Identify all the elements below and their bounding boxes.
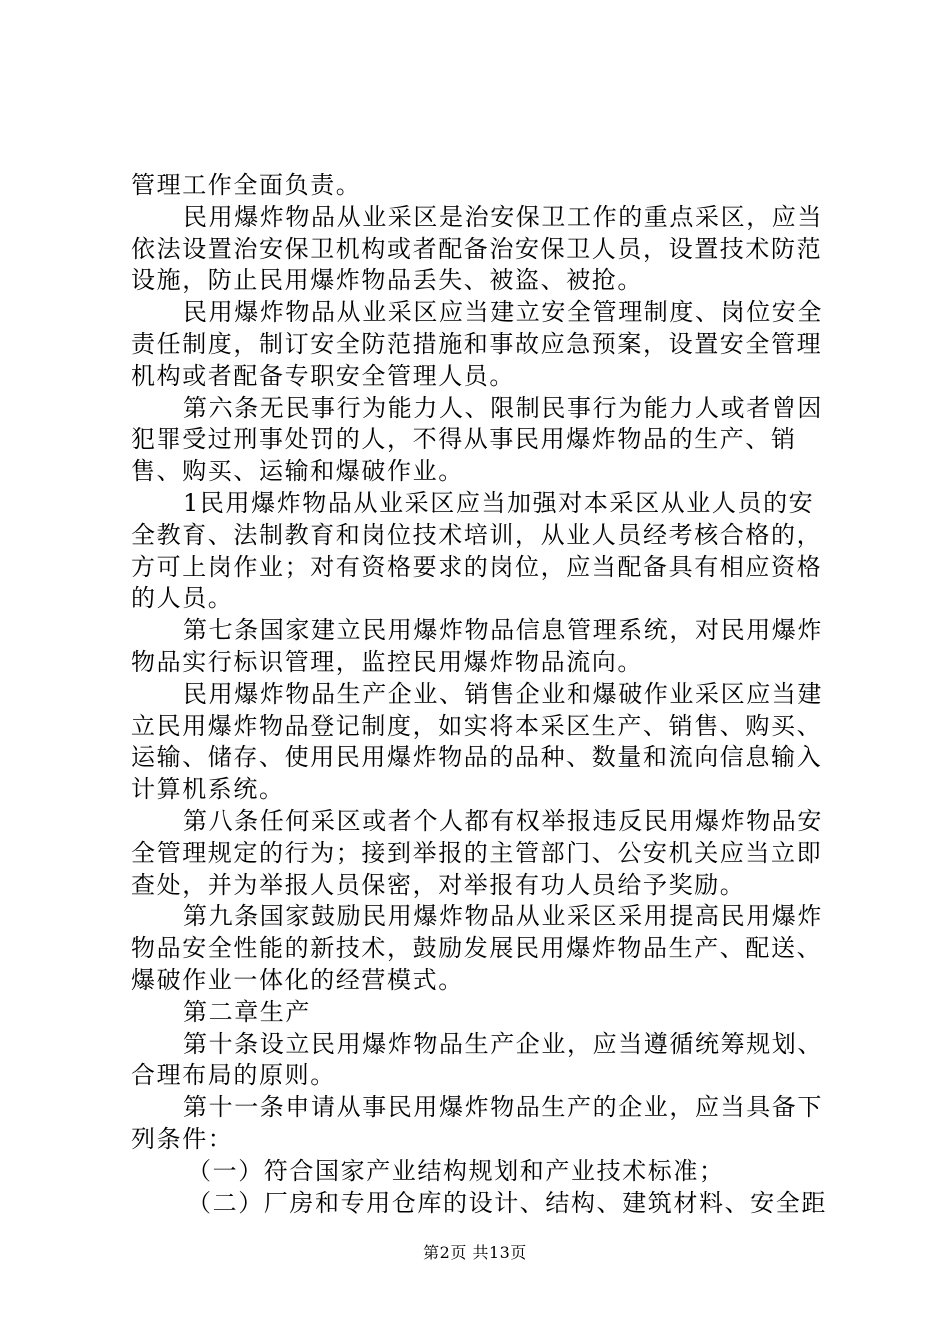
chapter-heading: 第二章生产: [183, 997, 311, 1026]
paragraph-article-8: 第八条任何采区或者个人都有权举报违反民用爆炸物品安全管理规定的行为；接到举报的主管部门、公安机关应当立即查处，并为举报人员保密，对举报有功人员给予奖励。: [131, 806, 823, 899]
document-body: [131, 170, 831, 1219]
list-item: （一）符合国家产业结构规划和产业技术标准；: [187, 1156, 725, 1185]
paragraph-article-6: 第六条无民事行为能力人、限制民事行为能力人或者曾因犯罪受过刑事处罚的人，不得从事民用爆炸物品的生产、销售、购买、运输和爆破作业。: [131, 393, 823, 486]
page-number-footer: 第2页 共13页: [423, 1243, 527, 1262]
paragraph-article-9: 第九条国家鼓励民用爆炸物品从业采区采用提高民用爆炸物品安全性能的新技术，鼓励发展民用爆炸物品生产、配送、爆破作业一体化的经营模式。: [131, 902, 823, 994]
paragraph: 民用爆炸物品从业采区应当建立安全管理制度、岗位安全责任制度，制订安全防范措施和事故应急预案，设置安全管理机构或者配备专职安全管理人员。: [131, 298, 823, 390]
paragraph: 民用爆炸物品生产企业、销售企业和爆破作业采区应当建立民用爆炸物品登记制度，如实将本采区生产、销售、购买、运输、储存、使用民用爆炸物品的品种、数量和流向信息输入计算机系统。: [131, 679, 823, 804]
paragraph-article-10: 第十条设立民用爆炸物品生产企业，应当遵循统筹规划、合理布局的原则。: [131, 1029, 823, 1090]
paragraph-article-11: 第十一条申请从事民用爆炸物品生产的企业，应当具备下列条件：: [131, 1093, 823, 1153]
paragraph-continuation: 管理工作全面负责。: [131, 171, 362, 199]
paragraph: 民用爆炸物品从业采区是治安保卫工作的重点采区，应当依法设置治安保卫机构或者配备治安保卫人员，设置技术防范设施，防止民用爆炸物品丢失、被盗、被抢。: [131, 202, 823, 295]
paragraph: 1民用爆炸物品从业采区应当加强对本采区从业人员的安全教育、法制教育和岗位技术培训，从业人员经考核合格的，方可上岗作业；对有资格要求的岗位，应当配备具有相应资格的人员。: [131, 488, 823, 613]
paragraph-article-7: 第七条国家建立民用爆炸物品信息管理系统，对民用爆炸物品实行标识管理，监控民用爆炸物品流向。: [131, 616, 823, 676]
list-item: （二）厂房和专用仓库的设计、结构、建筑材料、安全距: [187, 1188, 827, 1217]
